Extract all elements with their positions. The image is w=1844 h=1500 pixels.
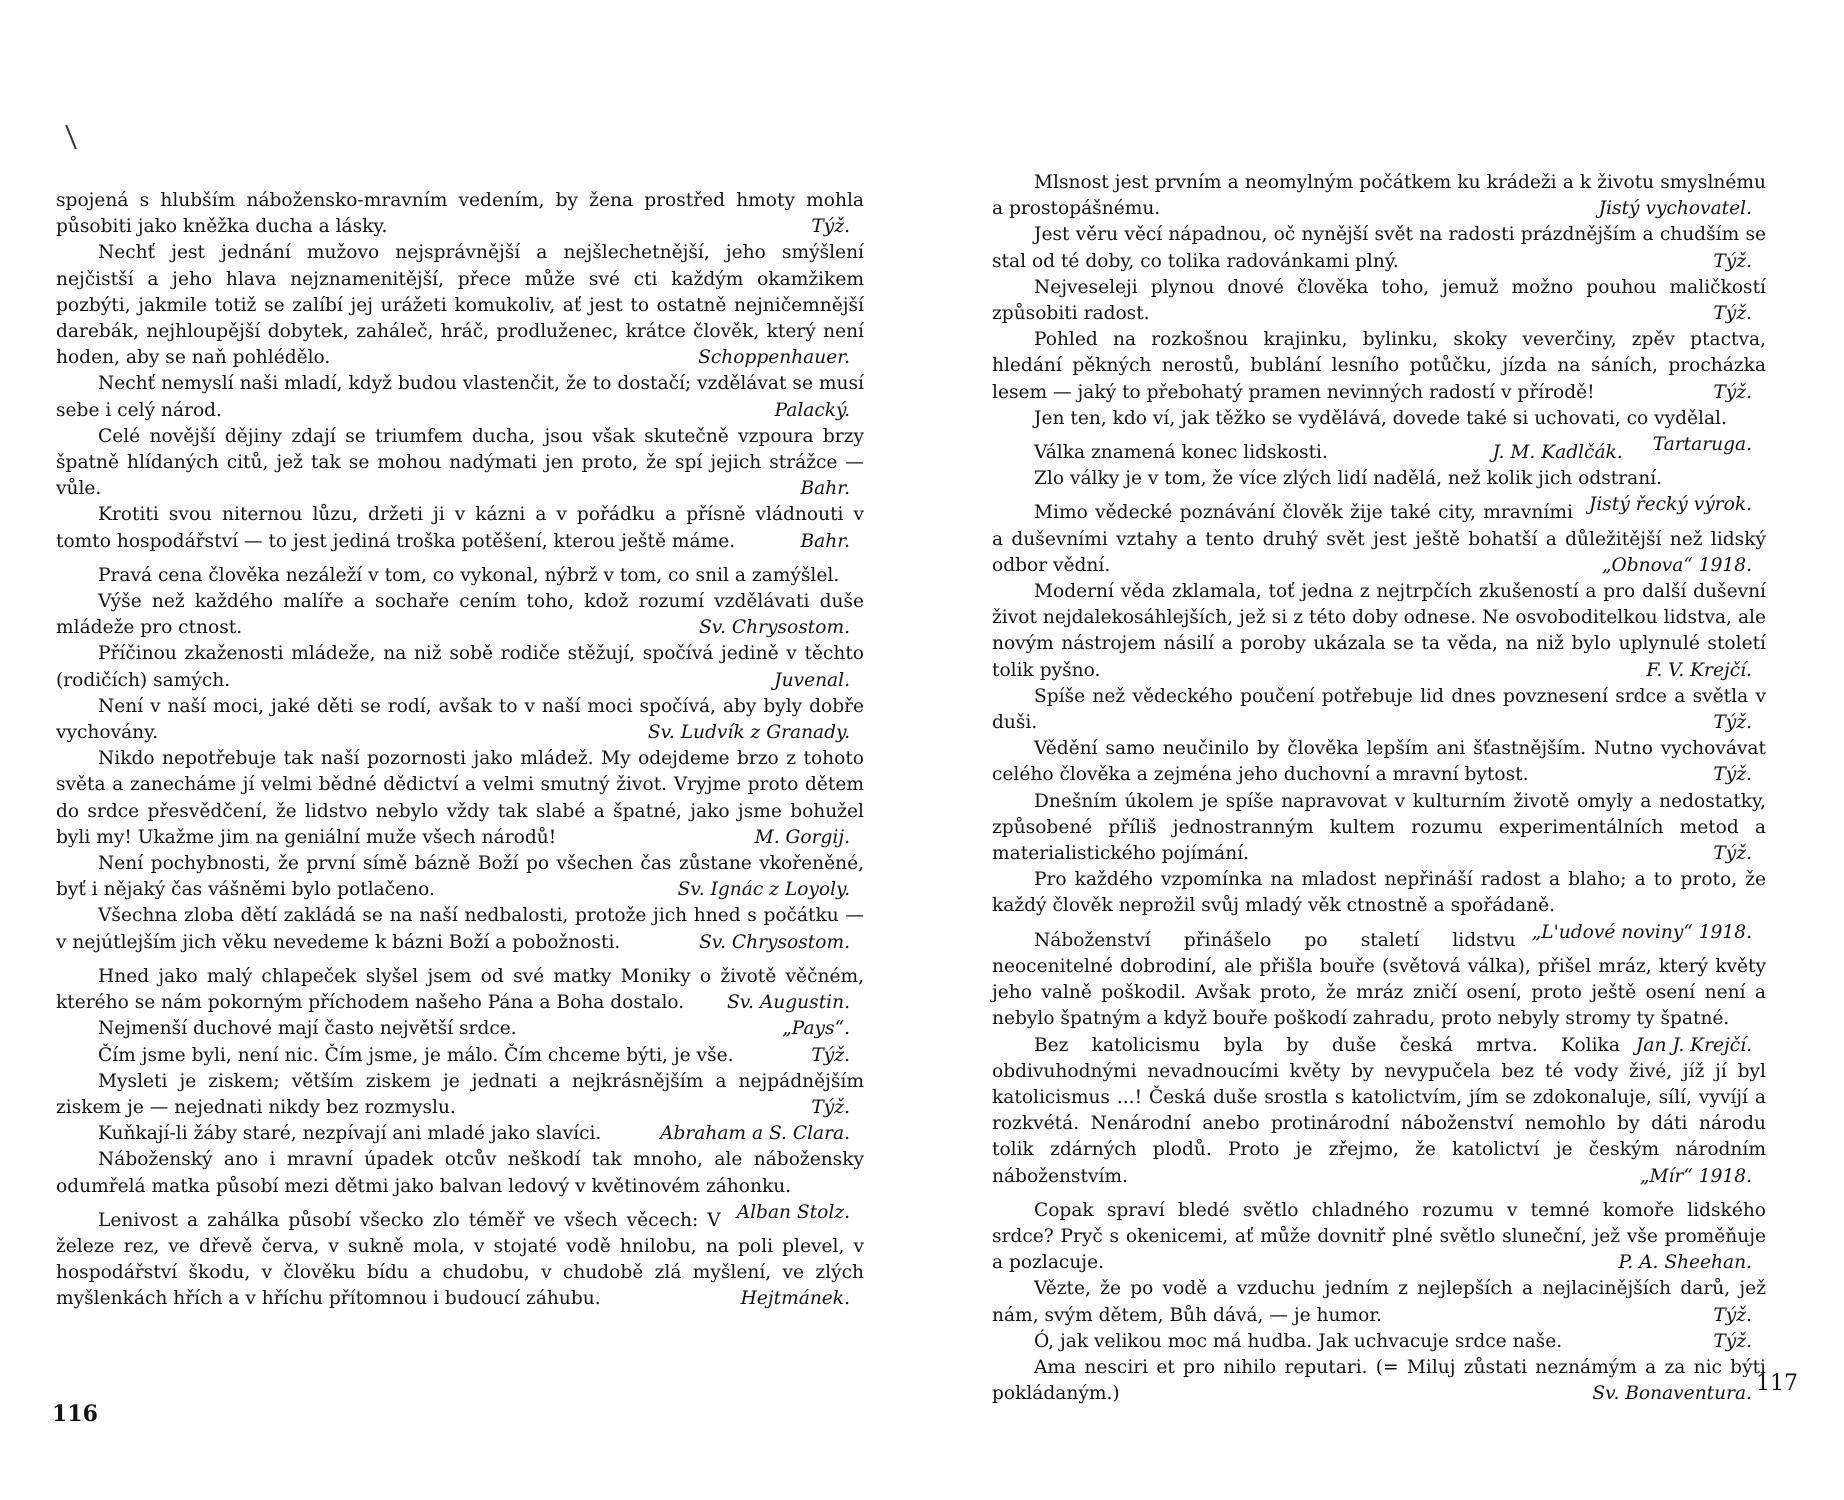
quote-author: Týž. xyxy=(811,1044,850,1066)
quote-text: Bez katolicismu byla by duše česká mrtva. Kolika obdivuhodnými nevadnoucími květy by nevypučela bez té vody živé, jíž jí byl katolicismus ...! Česká duše srostla s katolictvím, jím se zdokonaluje, sílí, vyvíjí a rozkvétá. Nenárodní anebo protinárodní náboženství nemohlo by dáti národu tolik zdárných plodů. Proto je zřejmo, že katolictví je českým národním náboženstvím. xyxy=(992,1034,1766,1187)
quote xyxy=(992,1198,1766,1277)
quote xyxy=(992,789,1766,868)
quote xyxy=(56,589,864,641)
quote-author: Sv. Chrysostom. xyxy=(699,931,850,953)
quote-text: Náboženský ano i mravní úpadek otcův neškodí tak mnoho, ale nábožensky odumřelá matka působí mezi dětmi jako balvan ledový v květinovém záhonku. xyxy=(56,1149,864,1197)
quote xyxy=(56,371,864,423)
quote-text: Moderní věda zklamala, toť jedna z nejtrpčích zkušeností a pro další duševní život nejdalekosáhlejších, jež si z této doby odnese. Ne osvoboditelkou lidstva, ale novým nástrojem násilí a poroby ukázala se ta věda, na niž bylo uplynulé století tolik pyšno. xyxy=(992,581,1766,681)
quote-author: Týž. xyxy=(1713,303,1752,325)
quote-author: Týž. xyxy=(1713,764,1752,786)
quote-author: Bahr. xyxy=(800,530,850,552)
quote-author: Sv. Augustin. xyxy=(727,992,850,1014)
quote-author: Palacký. xyxy=(774,399,850,421)
quote xyxy=(56,563,864,589)
quote xyxy=(992,867,1766,943)
quote-text: Nejveseleji plynou dnové člověka toho, jemuž možno pouhou maličkostí způsobiti radost. xyxy=(992,276,1766,325)
quote xyxy=(992,1355,1766,1407)
quote xyxy=(992,579,1766,684)
quote xyxy=(56,903,864,955)
quote xyxy=(992,222,1766,274)
quote-text: Mysleti je ziskem; větším ziskem je jednati a nejkrásnějším a nejpádnějším ziskem je — nejednati nikdy bez rozmyslu. xyxy=(56,1070,864,1118)
quote xyxy=(992,736,1766,788)
quote-author: „L'udové noviny“ 1918. xyxy=(1531,921,1752,943)
quote-text: Výše než každého malíře a sochaře cením toho, kdož rozumí vzdělávati duše mládeže pro ctnost. xyxy=(56,591,864,639)
quote-author: Týž. xyxy=(1713,250,1752,272)
quote-text: Vědění samo neučinilo by člověka lepším ani šťastnějším. Nutno vychovávat celého člověka a zejména jeho duchovní a mravní bytost. xyxy=(992,738,1766,786)
quote xyxy=(56,746,864,851)
quote-text: Copak spraví bledé světlo chladného rozumu v temné komoře lidského srdce? Pryč s okenicemi, ať může dovnitř plné světlo sluneční, jež vše proměňuje a pozlacuje. xyxy=(992,1199,1766,1274)
quote-text: Dnešním úkolem je spíše napravovat v kulturním životě omyly a nedostatky, způsobené příliš jednostranným kultem rozumu experimentálních metod a materialistického pojímání. xyxy=(992,790,1766,865)
quote-text: Celé novější dějiny zdají se triumfem ducha, jsou však skutečně vzpoura brzy špatně hlídaných citů, jež tak se mohou nadýmati jen proto, že spí jejich strážce — vůle. xyxy=(56,425,864,500)
quote-text: Hned jako malý chlapeček slyšel jsem od své matky Moniky o životě věčném, kterého se nám pokorným příchodem našeho Pána a Boha dostalo. xyxy=(56,965,864,1014)
quote-author: Tartaruga. xyxy=(1652,434,1752,456)
quote-text: Krotiti svou niternou lůzu, držeti ji v kázni a v pořádku a přísně vládnouti v tomto hospodářství — to jest jediná troška potěšení, kterou ještě máme. xyxy=(56,504,864,552)
quote-author: Juvenal. xyxy=(774,669,850,691)
quote-text: Čím jsme byli, není nic. Čím jsme, je málo. Čím chceme býti, je vše. xyxy=(98,1044,734,1066)
quote-author: Týž. xyxy=(811,1096,850,1118)
quote xyxy=(992,327,1766,406)
quote-author: Týž. xyxy=(1713,712,1752,734)
quote-text: Náboženství přinášelo po staletí lidstvu neocenitelné dobrodiní, ale přišla bouře (světová válka), přišel mráz, který květy jeho valně poškodil. Avšak proto, že mráz zničí osení, proto ještě osení není a nebylo špatným a když bouře poškodí zahradu, proto nebyly stromy ty špatné. xyxy=(992,929,1766,1030)
quote-author: J. M. Kadlčák. xyxy=(1492,442,1623,464)
quote-text: Válka znamená konec lidskosti. xyxy=(1034,442,1328,464)
quote-text: Ó, jak velikou moc má hudba. Jak uchvacuje srdce naše. xyxy=(1034,1330,1563,1352)
quote-text: Ama nesciri et pro nihilo reputari. (= Miluj zůstati neznámým a za nic býti pokládaným.) xyxy=(992,1356,1766,1405)
quote-author: Týž. xyxy=(811,216,850,238)
quote xyxy=(56,240,864,371)
quote-author: „Obnova“ 1918. xyxy=(1601,554,1752,576)
quote-author: P. A. Sheehan. xyxy=(1618,1252,1752,1274)
quote-author: „Mír“ 1918. xyxy=(1639,1165,1752,1187)
quote-text: Lenivost a zahálka působí všecko zlo téměř ve všech věcech: V železe rez, ve dřevě červa, v sukně mola, v stojaté vodě hnilobu, na poli plevel, v hospodářství škodu, v člověku bídu a chudobu, v chudobě zlá myšlení, ve zlých myšlenkách hřích a v hříchu přítomnou i budoucí záhubu. xyxy=(56,1209,864,1310)
right-page xyxy=(992,170,1766,1407)
quote xyxy=(56,1121,864,1147)
quote-author: M. Gorgij. xyxy=(754,826,850,848)
quote xyxy=(56,1016,864,1042)
quote-author: Hejtmánek. xyxy=(740,1288,850,1310)
quote-text: spojená s hlubším nábožensko-mravním vedením, by žena prostřed hmoty mohla působiti jako kněžka ducha a lásky. xyxy=(56,190,864,238)
quote-author: Jistý vychovatel. xyxy=(1598,198,1752,220)
quote-author: Týž. xyxy=(1713,843,1752,865)
quote xyxy=(56,641,864,693)
quote-text: Jest věru věcí nápadnou, oč nynější svět na radosti prázdnějším a chudším se stal od té doby, co tolika radovánkami plný. xyxy=(992,224,1766,272)
quote-text: Nikdo nepotřebuje tak naší pozornosti jako mládež. My odejdeme brzo z tohoto světa a zanecháme jí velmi bědné dědictví a velmi smutný život. Vryjme proto dětem do srdce přesvědčení, že lidstvo nebylo vždy tak slabé a špatné, jako jsme bohužel byli my! Ukažme jim na geniální muže všech národů! xyxy=(56,748,864,848)
quote-text: Pro každého vzpomínka na mladost nepřináší radost a blaho; a to proto, že každý člověk neprožil svůj mladý věk ctnostně a spořádaně. xyxy=(992,869,1766,917)
quote xyxy=(56,851,864,903)
quote-author: Jistý řecký výrok. xyxy=(1588,494,1752,516)
quote xyxy=(56,502,864,554)
quote xyxy=(992,466,1766,516)
quote-text: Mlsnost jest prvním a neomylným počátkem ku krádeži a k životu smyslnému a prostopášnému. xyxy=(992,172,1766,220)
quote xyxy=(56,424,864,503)
quote-text: Nechť jest jednání mužovo nejsprávnější a nejšlechetnější, jeho smýšlení nejčistší a jeho hlava nejznamenitější, přece může své cti každým okamžikem pozbýti, jakmile totiž se zalíbí jej urážeti komukoliv, ať jest to ostatně nejničemnější darebák, nejhloupější dobytek, zaháleč, hráč, prodluženec, krátce člověk, který není hoden, aby se naň pohlédělo. xyxy=(56,242,864,369)
quote-author: Sv. Chrysostom. xyxy=(699,617,850,639)
quote-text: Nechť nemyslí naši mladí, když budou vlastenčit, že to dostačí; vzdělávat se musí sebe i celý národ. xyxy=(56,373,864,421)
quote xyxy=(992,684,1766,736)
quote-author: Sv. Ludvík z Granady. xyxy=(647,722,850,744)
quote-author: „Pays“. xyxy=(782,1018,850,1040)
quote xyxy=(992,1276,1766,1328)
quote-author: Jan J. Krejčí. xyxy=(1635,1034,1752,1056)
quote-author: Alban Stolz. xyxy=(736,1201,850,1223)
quote xyxy=(56,1043,864,1069)
quote xyxy=(56,1147,864,1223)
quote-text: Není pochybnosti, že první símě bázně Boží po všechen čas zůstane vkořeněné, byť i nějaký čas vášněmi bylo potlačeno. xyxy=(56,853,864,901)
quote-text: Všechna zloba dětí zakládá se na naší nedbalosti, protože jich hned s počátku — v nejútlejším jich věku nevedeme k bázni Boží a pobožnosti. xyxy=(56,905,864,953)
quote-text: Kuňkají-li žáby staré, nezpívají ani mladé jako slavíci. xyxy=(98,1123,602,1145)
quote-text: Není v naší moci, jaké děti se rodí, avšak to v naší moci spočívá, aby byly dobře vychovány. xyxy=(56,695,864,744)
quote-author: Týž. xyxy=(1713,381,1752,403)
right-page-number: 117 xyxy=(1756,1371,1798,1396)
quote-text: Pohled na rozkošnou krajinku, bylinku, skoky veverčiny, zpěv ptactva, hledání pěkných nerostů, bublání lesního potůčku, jízda na sáních, procházka lesem — jaký to přebohatý pramen nevinných radostí v přírodě! xyxy=(992,329,1766,403)
quote xyxy=(56,188,864,240)
quote xyxy=(992,1329,1766,1355)
quote-author: Schoppenhauer. xyxy=(698,347,850,369)
quote-author: Sv. Ignác z Loyoly. xyxy=(677,879,850,901)
quote xyxy=(992,275,1766,327)
quote-text: Zlo války je v tom, že více zlých lidí nadělá, než kolik jich odstraní. xyxy=(1034,468,1663,490)
quote-author: Bahr. xyxy=(800,478,850,500)
quote-text: Jen ten, kdo ví, jak těžko se vydělává, dovede také si uchovati, co vydělal. xyxy=(1034,407,1727,429)
left-page xyxy=(56,188,864,1313)
quote-author: Týž. xyxy=(1713,1304,1752,1326)
quote-text: Spíše než vědeckého poučení potřebuje lid dnes povznesení srdce a světla v duši. xyxy=(992,685,1766,734)
scan-mark xyxy=(65,125,77,150)
left-page-number: 116 xyxy=(52,1401,98,1427)
quote-text: Nejmenší duchové mají často největší srdce. xyxy=(98,1018,517,1040)
quote-text: Mimo vědecké poznávání člověk žije také city, mravními a duševními vztahy a tento druhý svět jest ještě bohatší a důležitější než lidský odbor vědní. xyxy=(992,502,1766,576)
quote-text: Pravá cena člověka nezáleží v tom, co vykonal, nýbrž v tom, co snil a zamýšlel. xyxy=(98,564,840,586)
quote-text: Vězte, že po vodě a vzduchu jedním z nejlepších a nejlacinějších darů, jež nám, svým dětem, Bůh dává, — je humor. xyxy=(992,1278,1766,1326)
quote xyxy=(56,964,864,1016)
quote xyxy=(992,170,1766,222)
quote-author: F. V. Krejčí. xyxy=(1646,659,1752,681)
quote-author: Abraham a S. Clara. xyxy=(660,1123,850,1145)
quote xyxy=(56,1069,864,1121)
quote xyxy=(56,694,864,746)
quote-text: Příčinou zkaženosti mládeže, na niž sobě rodiče stěžují, spočívá jedině v těchto (rodičích) samých. xyxy=(56,643,864,691)
quote-author: Týž. xyxy=(1713,1330,1752,1352)
quote-author: Sv. Bonaventura. xyxy=(1592,1383,1752,1405)
